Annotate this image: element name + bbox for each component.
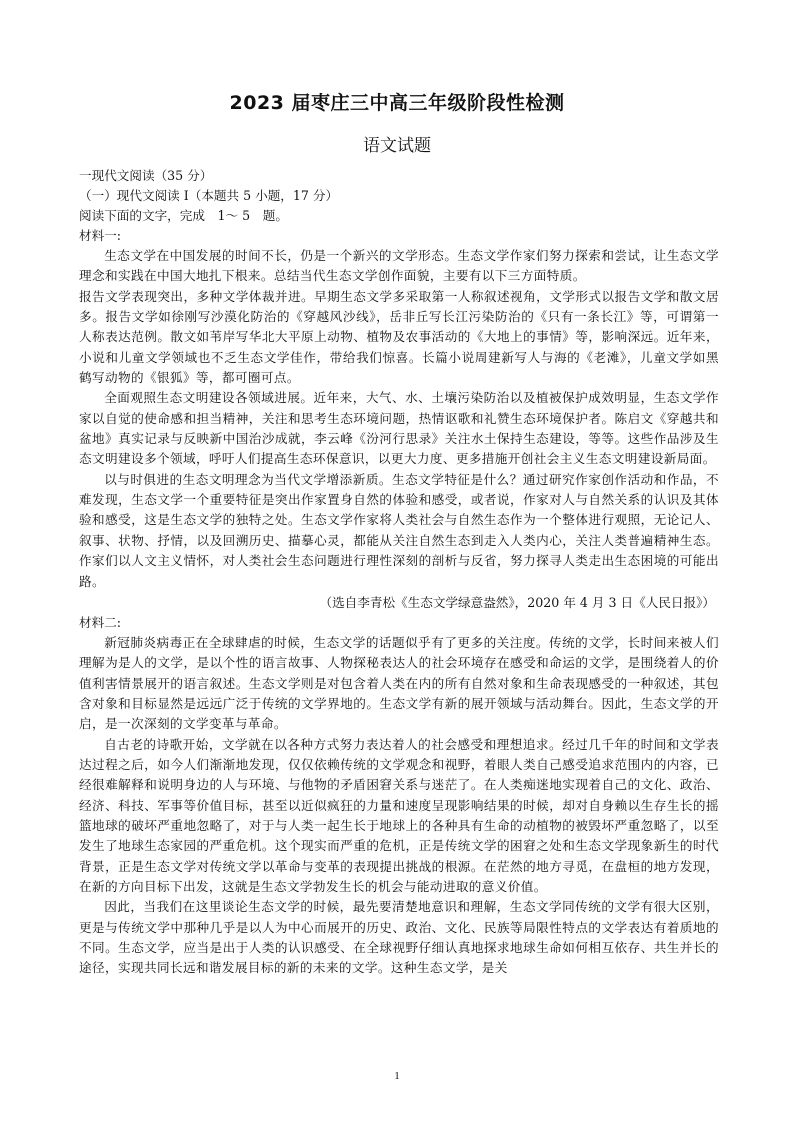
- material2-paragraph: 自古老的诗歌开始，文学就在以各种方式努力表达着人的社会感受和理想追求。经过几千年的时间和文学表达过程之后，如今人们渐渐地发现，仅仅依赖传统的文学观念和视野，着眼人类自己感受追求范围内的内容，已经很难解释和说明身边的人与环境、与他物的矛盾困窘关系与迷茫了。在人类痴迷地实现着自己的文化、政治、经济、科技、军事等价值目标，甚至以近似疯狂的力量和速度呈现影响结果的时候，却对自身赖以生存生长的摇篮地球的破坏严重地忽略了，对于与人类一起生长于地球上的各种具有生命的动植物的被毁坏严重忽略了，以至发生了地球生态家园的严重危机。这个现实而严重的危机，正是传统文学的困窘之处和生态文学现象新生的时代背景，正是生态文学对传统文学以革命与变革的表现提出挑战的根源。在茫然的地方寻觅，在盘桓的地方发现，在新的方向目标下出发，这就是生态文学勃发生长的机会与能动进取的意义价值。: [79, 736, 719, 894]
- reading-instruction: 阅读下面的文字，完成 1～ 5 题。: [79, 208, 288, 223]
- material2-paragraph: 因此，当我们在这里谈论生态文学的时候，最先要清楚地意识和理解，生态文学同传统的文学有很大区别，更是与传统文学中那种几乎是以人为中心而展开的历史、政治、文化、民族等局限性特点的文学表达有着质地的不同。生态文学，应当是出于人类的认识感受、在全球视野仔细认真地探求地球生命如何相互依存、共生并长的途径，实现共同长远和谐发展目标的新的未来的文学。这种生态文学，是关: [79, 899, 719, 976]
- material2-label: 材料二:: [79, 614, 122, 630]
- material1-paragraph: 全面观照生态文明建设各领域进展。近年来，大气、水、土壤污染防治以及植被保护成效明显，生态文学作家以自觉的使命感和担当精神，关注和思考生态环境问题，热情讴歌和礼赞生态环境保护者。陈启文《穿越共和盆地》真实记录与反映新中国治沙成就，李云峰《汾河行思录》关注水土保持生态建设，等等。这些作品涉及生态文明建设多个领域，呼吁人们提高生态环保意识，以更大力度、更多措施开创社会主义生态文明建设新局面。: [79, 390, 719, 467]
- material1-label: 材料一:: [79, 228, 122, 243]
- material1-paragraph: 以与时俱进的生态文明理念为当代文学增添新质。生态文学特征是什么？通过研究作家创作活动和作品，不难发现，生态文学一个重要特征是突出作家置身自然的体验和感受，或者说，作家对人与自然关系的认识及其体验和感受，这是生态文学的独特之处。生态文学作家将人类社会与自然生态作为一个整体进行观照，无论记人、叙事、状物、抒情，以及回溯历史、描摹心灵，都能从关注自然生态到走入人类内心，关注人类普遍精神生态。作家们以人文主义情怀，对人类社会生态问题进行理性深刻的剖析与反省，努力探寻人类走出生态困境的可能出路。: [79, 471, 719, 589]
- page-number: 1: [394, 1070, 400, 1082]
- section-heading: 一现代文阅读（35 分）: [79, 168, 213, 183]
- exam-title: 2023 届枣庄三中高三年级阶段性检测: [229, 92, 565, 114]
- material1-paragraph: 生态文学在中国发展的时间不长，仍是一个新兴的文学形态。生态文学作家们努力探索和尝试，让生态文学理念和实践在中国大地扎下根来。总结当代生态文学创作面貌，主要有以下三方面特质。: [79, 248, 719, 284]
- material1-source: （选自李青松《生态文学绿意盎然》，2020 年 4 月 3 日《人民日报》）: [319, 594, 715, 610]
- exam-subtitle: 语文试题: [363, 136, 431, 156]
- material1-paragraph: 报告文学表现突出，多种文学体裁并进。早期生态文学多采取第一人称叙述视角，文学形式以报告文学和散文居多。报告文学如徐刚写沙漠化防治的《穿越风沙线》，岳非丘写长江污染防治的《只有一条长江》等，可谓第一人称表达范例。散文如苇岸写华北大平原上动物、植物及农事活动的《大地上的事情》等，影响深远。近年来，小说和儿童文学领域也不乏生态文学佳作，带给我们惊喜。长篇小说周建新写人与海的《老滩》，儿童文学如黑鹤写动物的《银狐》等，都可圈可点。: [79, 288, 719, 386]
- exam-body: [79, 166, 719, 979]
- material2-paragraph: 新冠肺炎病毒正在全球肆虐的时候，生态文学的话题似乎有了更多的关注度。传统的文学，长时间来被人们理解为是人的文学，是以个性的语言故事、人物探秘表达人的社会环境存在感受和命运的文学，是围绕着人的价值利害情景展开的语言叙述。生态文学则是对包含着人类在内的所有自然对象和生命表现感受的一种叙述，其包含对象和目标显然是远远广泛于传统的文学界地的。生态文学有新的展开领域与活动舞台。因此，生态文学的开启，是一次深刻的文学变革与革命。: [79, 634, 719, 732]
- subsection-heading: （一）现代文阅读 I（本题共 5 小题，17 分）: [79, 188, 339, 203]
